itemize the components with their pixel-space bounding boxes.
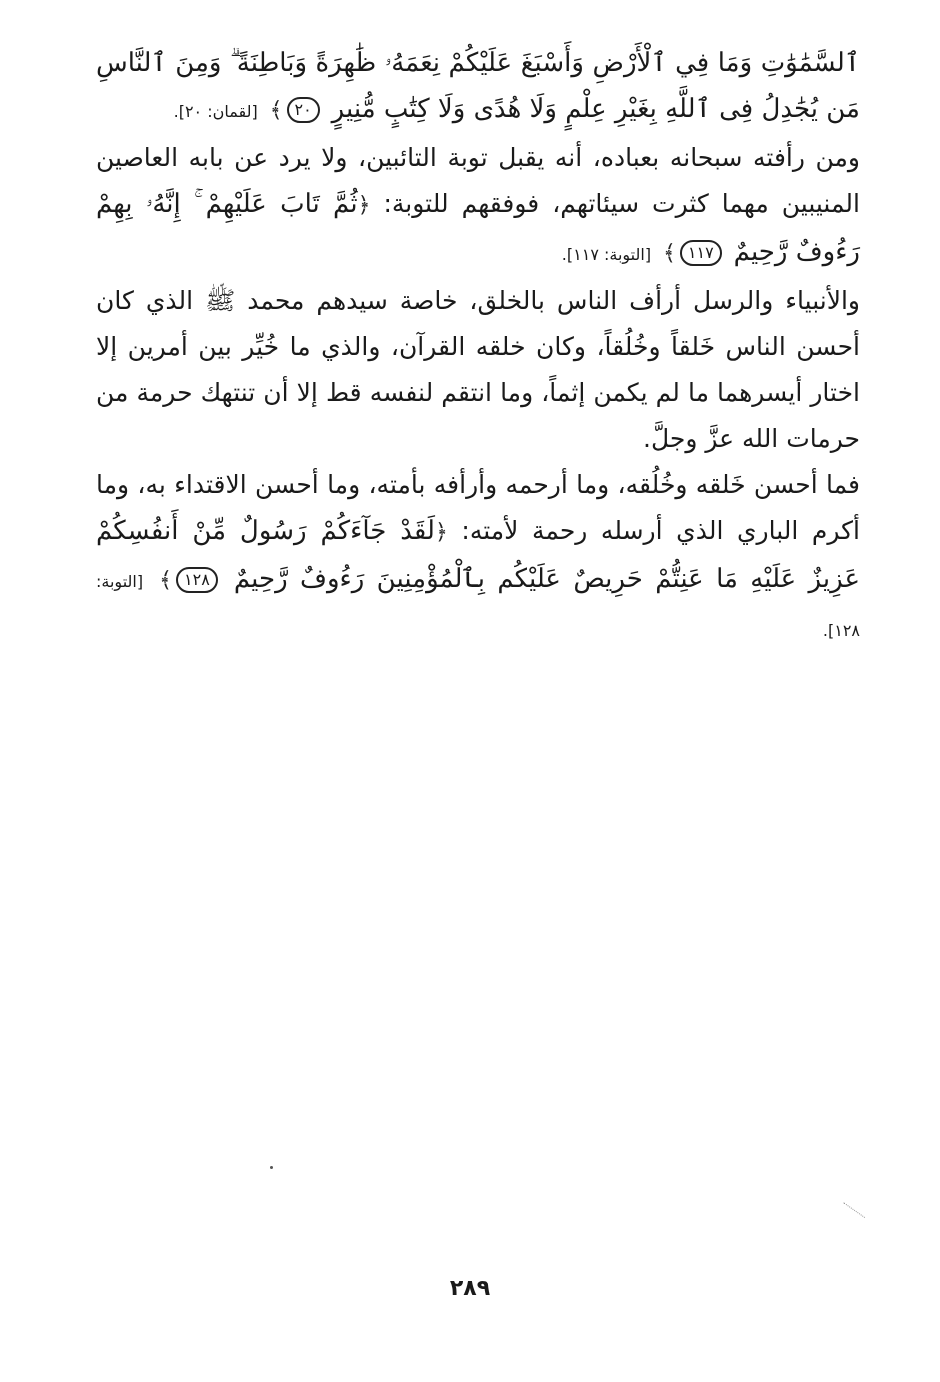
ayah-number: ٢٠: [287, 97, 320, 123]
scan-mark: [833, 1202, 865, 1232]
paragraph-text: فما أحسن خَلقه وخُلُقه، وما أرحمه وأرأفه بأمته، وما أحسن الاقتداء به، وما أكرم الباري الذي أرسله رحمة لأمته:: [96, 470, 860, 545]
closing-bracket: ﴾: [159, 568, 173, 593]
ayah-number: ١٢٨: [176, 567, 218, 593]
opening-bracket: ﴿: [357, 193, 371, 218]
quran-verse: ثُمَّ تَابَ عَلَيْهِمْ ۚ إِنَّهُۥ بِهِمْ رَءُوفٌ رَّحِيمٌ: [96, 189, 860, 267]
page-number: ٢٨٩: [449, 1276, 491, 1301]
paragraph-2: [96, 135, 860, 278]
paragraph-3: [96, 278, 860, 462]
verse-reference: [لقمان: ٢٠].: [173, 102, 258, 121]
paragraph-4: [96, 462, 860, 654]
verse-reference: [التوبة: ١٢٨].: [96, 572, 860, 640]
quran-verse: لَقَدْ جَآءَكُمْ رَسُولٌ مِّنْ أَنفُسِكُمْ عَزِيزٌ عَلَيْهِ مَا عَنِتُّمْ حَرِيصٌ عَلَيْكُم بِٱلْمُؤْمِنِينَ رَءُوفٌ رَّحِيمٌ: [96, 516, 861, 594]
paragraph-1: [96, 40, 860, 135]
body-text: [96, 40, 860, 654]
paragraph-text: والأنبياء والرسل أرأف الناس بالخلق، خاصة سيدهم محمد ﷺ الذي كان أحسن الناس خَلقاً وخُلُقاً، وكان خلقه القرآن، والذي ما خُيِّر بين أمرين إلا اختار أيسرهما ما لم يكمن إثماً، وما انتقم لنفسه قط إلا أن تنتهك حرمة من حرمات الله عزَّ وجلَّ.: [96, 286, 860, 453]
closing-bracket: ﴾: [663, 241, 676, 266]
closing-bracket: ﴾: [269, 98, 283, 123]
opening-bracket: ﴿: [434, 520, 448, 545]
quran-verse: ٱلسَّمَٰوَٰتِ وَمَا فِي ٱلْأَرْضِ وَأَسْبَغَ عَلَيْكُمْ نِعَمَهُۥ ظَٰهِرَةً وَبَاطِنَةً ۗ وَمِنَ ٱلنَّاسِ مَن يُجَٰدِلُ فِى ٱللَّهِ بِغَيْرِ عِلْمٍ وَلَا هُدًى وَلَا كِتَٰبٍ مُّنِيرٍ: [96, 48, 860, 124]
paragraph-text: ومن رأفته سبحانه بعباده، أنه يقبل توبة التائبين، ولا يرد عن بابه العاصين المنيبين مهما كثرت سيئاتهم، فوفقهم للتوبة:: [96, 143, 860, 218]
scan-speck: [270, 1166, 273, 1169]
ayah-number: ١١٧: [680, 240, 722, 266]
verse-reference: [التوبة: ١١٧].: [561, 245, 652, 264]
